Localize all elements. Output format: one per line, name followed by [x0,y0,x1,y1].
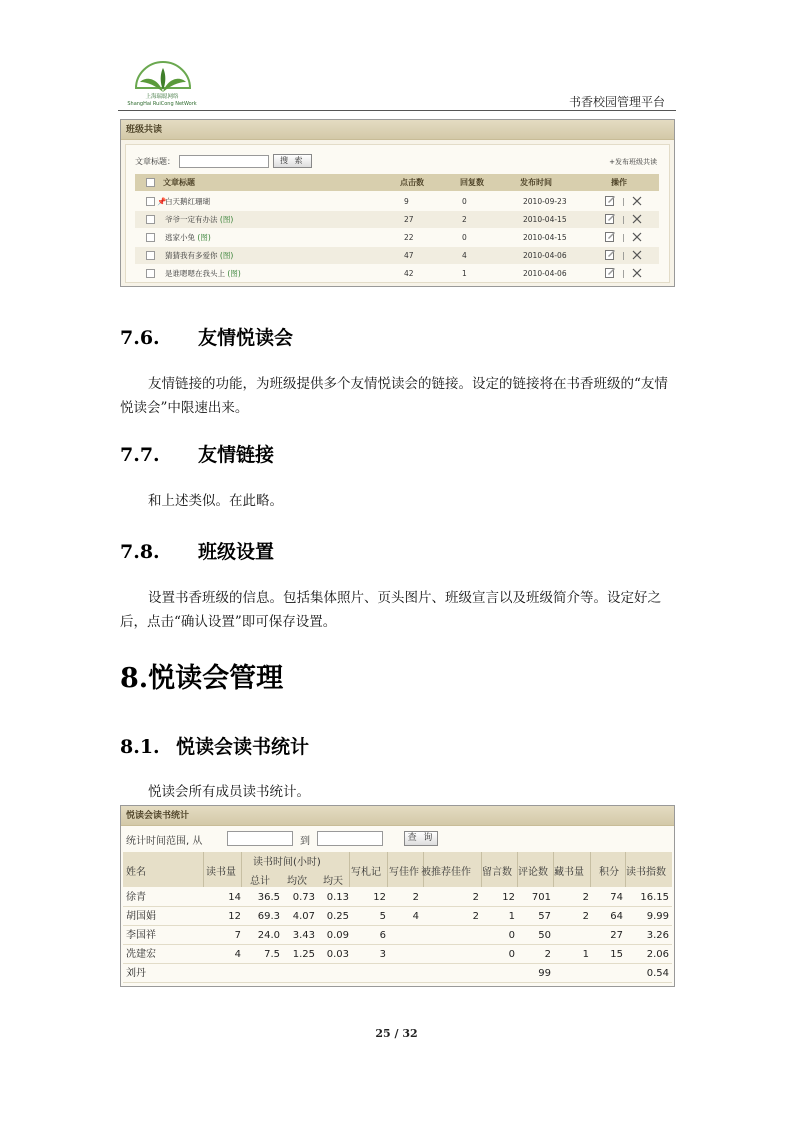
class-shared-reading-panel [120,119,675,287]
cell-notes: 3 [379,949,386,960]
delete-icon[interactable] [632,232,642,242]
col-reading-time: 读书时间(小时) [253,857,321,868]
section-text-7-8: 设置书香班级的信息。包括集体照片、页头图片、班级宣言以及班级简介等。设定好之后，点击“确认设置”即可保存设置。 [120,590,661,630]
select-all-checkbox[interactable] [146,178,155,187]
cell-points: 74 [610,892,623,903]
cell-index: 16.15 [640,892,669,903]
click-count: 22 [404,233,414,242]
cell-comments: 99 [538,968,551,979]
cell-points: 27 [610,930,623,941]
cell-messages: 0 [508,949,515,960]
col-messages: 留言数 [482,867,512,878]
col-title: 文章标题 [163,178,195,187]
edit-icon[interactable] [605,249,616,260]
table-row [135,193,659,210]
col-points: 积分 [599,867,619,878]
header-title: 书香校园管理平台 [568,95,665,109]
table-row [123,965,672,983]
col-clicks: 点击数 [400,178,424,187]
cell-messages: 12 [502,892,515,903]
section-text-8-1: 悦读会所有成员读书统计。 [148,784,310,800]
cell-recommended: 2 [472,911,479,922]
cell-comments: 2 [544,949,551,960]
logo-company-subtitle: ShangHai RuiCong NetWork [127,101,197,107]
cell-index: 9.99 [646,911,669,922]
publish-date: 2010-04-15 [523,233,567,242]
header-divider [118,110,676,111]
section-heading-8-1: 8.1. 悦读会读书统计 [120,736,310,758]
click-count: 27 [404,215,414,224]
reply-count: 0 [462,197,467,206]
article-title-link[interactable]: 逃家小兔 (图) [165,233,211,242]
col-name: 姓名 [126,867,146,878]
action-separator: | [622,233,625,242]
table-row [123,927,672,945]
col-total: 总计 [250,876,270,887]
table-row [135,265,659,282]
cell-total: 36.5 [257,892,280,903]
table-row [135,247,659,264]
delete-icon[interactable] [632,196,642,206]
section-text-7-7: 和上述类似。在此略。 [148,493,283,509]
section-text-7-6: 友情链接的功能，为班级提供多个友情悦读会的链接。设定的链接将在书香班级的“友情悦读会”中限速出来。 [120,376,668,416]
publish-date: 2010-04-06 [523,269,567,278]
cell-collected: 2 [582,911,589,922]
panel-title: 班级共读 [121,120,674,140]
row-checkbox[interactable] [146,197,155,206]
edit-icon[interactable] [605,231,616,242]
action-separator: | [622,197,625,206]
click-count: 47 [404,251,414,260]
cell-comments: 50 [538,930,551,941]
reply-count: 2 [462,215,467,224]
cell-avg-day: 0.25 [326,911,349,922]
row-checkbox[interactable] [146,251,155,260]
cell-avg-each: 3.43 [292,930,315,941]
col-works: 写佳作 [389,867,419,878]
range-label: 统计时间范围, 从 [126,836,203,847]
col-reading-index: 读书指数 [626,867,666,878]
cell-comments: 57 [538,911,551,922]
date-to-input[interactable] [317,831,383,846]
delete-icon[interactable] [632,268,642,278]
click-count: 9 [404,197,409,206]
cell-notes: 6 [379,930,386,941]
row-checkbox[interactable] [146,269,155,278]
cell-messages: 1 [508,911,515,922]
edit-icon[interactable] [605,213,616,224]
table-row [135,211,659,228]
cell-works: 4 [412,911,419,922]
cell-name: 李国祥 [126,930,156,941]
cell-books: 4 [234,949,241,960]
cell-total: 24.0 [257,930,280,941]
row-checkbox[interactable] [146,215,155,224]
click-count: 42 [404,269,414,278]
cell-comments: 701 [531,892,551,903]
article-title-link[interactable]: 是谁嗯嗯在我头上 (图) [165,269,241,278]
cell-books: 14 [228,892,241,903]
delete-icon[interactable] [632,214,642,224]
cell-avg-day: 0.13 [326,892,349,903]
cell-avg-each: 1.25 [292,949,315,960]
cell-avg-day: 0.09 [326,930,349,941]
panel-title: 悦读会读书统计 [121,806,674,826]
action-separator: | [622,251,625,260]
col-avg-each: 均次 [287,876,307,887]
cell-books: 12 [228,911,241,922]
col-actions: 操作 [611,178,627,187]
publish-date: 2010-04-06 [523,251,567,260]
cell-avg-day: 0.03 [326,949,349,960]
cell-points: 15 [610,949,623,960]
cell-index: 2.06 [646,949,669,960]
col-avg-day: 均天 [323,876,343,887]
col-date: 发布时间 [520,178,552,187]
col-collected: 藏书量 [554,867,584,878]
edit-icon[interactable] [605,195,616,206]
query-button[interactable]: 查 询 [404,831,438,846]
search-button[interactable]: 搜 索 [273,154,312,168]
cell-index: 0.54 [646,968,669,979]
section-heading-7-6: 7.6. 友情悦读会 [120,327,294,349]
section-heading-7-7: 7.7. 友情链接 [120,444,275,466]
cell-total: 7.5 [264,949,280,960]
action-separator: | [622,269,625,278]
cell-messages: 0 [508,930,515,941]
table-header [135,174,659,191]
cell-notes: 5 [379,911,386,922]
table-row [123,946,672,964]
chapter-heading-8: 8.悦读会管理 [120,663,284,694]
article-title-link[interactable]: 白天鹅红珊瑚 [165,197,210,206]
table-row [123,889,672,907]
publish-date: 2010-04-15 [523,215,567,224]
table-row [135,229,659,246]
table-header [123,852,672,887]
col-notes: 写札记 [351,867,381,878]
col-replies: 回复数 [460,178,484,187]
cell-name: 徐青 [126,892,146,903]
edit-icon[interactable] [605,267,616,278]
reply-count: 1 [462,269,467,278]
pinned-icon: 📌 [157,197,167,206]
row-checkbox[interactable] [146,233,155,242]
cell-total: 69.3 [257,911,280,922]
col-comments: 评论数 [518,867,548,878]
page-number: 25 / 32 [375,1027,418,1040]
reply-count: 0 [462,233,467,242]
date-from-input[interactable] [227,831,293,846]
to-label: 到 [300,836,310,847]
article-title-link[interactable]: 爷爷一定有办法 (图) [165,215,234,224]
publish-date: 2010-09-23 [523,197,567,206]
cell-name: 刘丹 [126,968,146,979]
col-recommended: 被推荐佳作 [421,867,471,878]
cell-points: 64 [610,911,623,922]
cell-avg-each: 0.73 [292,892,315,903]
cell-name: 胡国娟 [126,911,156,922]
cell-recommended: 2 [472,892,479,903]
section-heading-7-8: 7.8. 班级设置 [120,541,275,563]
cell-collected: 2 [582,892,589,903]
cell-notes: 12 [373,892,386,903]
col-books: 读书量 [206,867,236,878]
reply-count: 4 [462,251,467,260]
action-separator: | [622,215,625,224]
cell-books: 7 [234,930,241,941]
cell-name: 冼建宏 [126,949,156,960]
cell-works: 2 [412,892,419,903]
cell-avg-each: 4.07 [292,911,315,922]
search-input[interactable] [179,155,269,168]
publish-link[interactable]: +发布班级共读 [609,158,657,166]
search-label: 文章标题： [135,156,175,166]
cell-collected: 1 [582,949,589,960]
cell-index: 3.26 [646,930,669,941]
logo-company-name: 上海瑞聪网络 [145,94,179,100]
delete-icon[interactable] [632,250,642,260]
table-row [123,908,672,926]
article-title-link[interactable]: 猜猜我有多爱你 (图) [165,251,234,260]
reading-stats-panel [120,805,675,987]
